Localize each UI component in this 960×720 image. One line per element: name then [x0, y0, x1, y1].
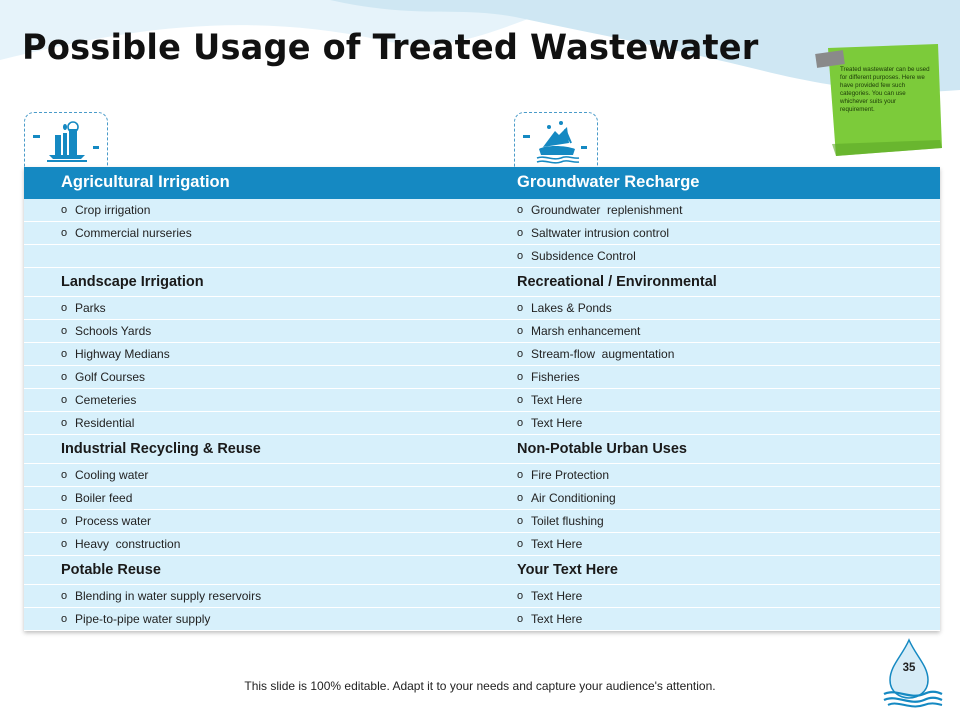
- left-cell: [61, 608, 210, 630]
- bullet-icon: o: [517, 515, 524, 527]
- left-cell: [61, 222, 192, 244]
- bullet-icon: o: [517, 204, 524, 216]
- left-cell: [61, 366, 145, 388]
- table-row: [24, 464, 940, 487]
- item-label: Fisheries: [531, 370, 580, 384]
- bullet-icon: o: [61, 492, 68, 504]
- header-agricultural-irrigation: Agricultural Irrigation: [61, 173, 230, 191]
- item-label: Fire Protection: [531, 468, 610, 482]
- right-cell: [517, 268, 717, 296]
- item-label: Lakes & Ponds: [531, 301, 612, 315]
- right-cell: [517, 533, 582, 555]
- item-label: Process water: [75, 514, 152, 528]
- right-cell: [517, 297, 612, 319]
- subheader-label: Industrial Recycling & Reuse: [61, 441, 261, 457]
- table-row: [24, 510, 940, 533]
- table-row: [24, 585, 940, 608]
- item-label: Heavy construction: [75, 537, 181, 551]
- bullet-icon: o: [61, 371, 68, 383]
- table-row: [24, 366, 940, 389]
- right-cell: [517, 608, 582, 630]
- icon-tab-irrigation: [24, 112, 108, 170]
- bullet-icon: o: [517, 325, 524, 337]
- item-label: Saltwater intrusion control: [531, 226, 670, 240]
- item-label: Air Conditioning: [531, 491, 616, 505]
- bullet-icon: o: [517, 348, 524, 360]
- right-cell: [517, 585, 582, 607]
- table-row: [24, 608, 940, 631]
- table-row: [24, 343, 940, 366]
- right-cell: [517, 435, 687, 463]
- table-row: [24, 222, 940, 245]
- bullet-icon: o: [61, 348, 68, 360]
- left-cell: [61, 510, 151, 532]
- left-cell: [61, 435, 261, 463]
- item-label: Schools Yards: [75, 324, 152, 338]
- page-title: Possible Usage of Treated Wastewater: [22, 28, 759, 68]
- item-label: Pipe-to-pipe water supply: [75, 612, 211, 626]
- right-cell: [517, 556, 618, 584]
- bullet-icon: o: [61, 227, 68, 239]
- bullet-icon: o: [517, 538, 524, 550]
- item-label: Boiler feed: [75, 491, 133, 505]
- bullet-icon: o: [517, 250, 524, 262]
- subheader-label: Your Text Here: [517, 562, 618, 578]
- bullet-icon: o: [61, 417, 68, 429]
- bullet-icon: o: [61, 302, 68, 314]
- footer-note: This slide is 100% editable. Adapt it to your needs and capture your audience's attention.: [244, 679, 716, 693]
- left-cell: [61, 585, 261, 607]
- irrigation-icon: [25, 113, 109, 171]
- item-label: Toilet flushing: [531, 514, 604, 528]
- item-label: Cooling water: [75, 468, 149, 482]
- icon-tab-groundwater: [514, 112, 598, 170]
- subheader-label: Non-Potable Urban Uses: [517, 441, 687, 457]
- left-cell: [61, 199, 150, 221]
- item-label: Groundwater replenishment: [531, 203, 683, 217]
- item-label: Cemeteries: [75, 393, 137, 407]
- subheader-label: Landscape Irrigation: [61, 274, 204, 290]
- bullet-icon: o: [517, 492, 524, 504]
- right-cell: [517, 510, 604, 532]
- item-label: Text Here: [531, 416, 583, 430]
- bullet-icon: o: [61, 394, 68, 406]
- bullet-icon: o: [61, 613, 68, 625]
- bullet-icon: o: [61, 515, 68, 527]
- bullet-icon: o: [517, 371, 524, 383]
- table-row: [24, 389, 940, 412]
- groundwater-icon: [515, 113, 599, 171]
- item-label: Stream-flow augmentation: [531, 347, 675, 361]
- bullet-icon: o: [517, 227, 524, 239]
- header-groundwater-recharge: Groundwater Recharge: [517, 173, 700, 191]
- subheader-label: Potable Reuse: [61, 562, 161, 578]
- right-cell: [517, 320, 640, 342]
- right-cell: [517, 245, 636, 267]
- page-number: 35: [902, 662, 916, 674]
- item-label: Parks: [75, 301, 106, 315]
- section-subheader-row: [24, 556, 940, 585]
- left-cell: [61, 464, 148, 486]
- table-header: [24, 167, 940, 199]
- right-cell: [517, 487, 616, 509]
- right-cell: [517, 222, 669, 244]
- bullet-icon: o: [517, 590, 524, 602]
- bullet-icon: o: [517, 394, 524, 406]
- bullet-icon: o: [61, 325, 68, 337]
- usage-table: [24, 167, 940, 631]
- item-label: Subsidence Control: [531, 249, 636, 263]
- left-cell: [61, 412, 134, 434]
- item-label: Crop irrigation: [75, 203, 151, 217]
- bullet-icon: o: [517, 469, 524, 481]
- right-cell: [517, 389, 582, 411]
- table-row: [24, 533, 940, 556]
- bullet-icon: o: [517, 417, 524, 429]
- table-row: [24, 297, 940, 320]
- item-label: Text Here: [531, 589, 583, 603]
- item-label: Marsh enhancement: [531, 324, 641, 338]
- item-label: Text Here: [531, 537, 583, 551]
- background-wave: [0, 0, 960, 140]
- item-label: Blending in water supply reservoirs: [75, 589, 262, 603]
- table-row: [24, 412, 940, 435]
- item-label: Text Here: [531, 393, 583, 407]
- item-label: Text Here: [531, 612, 583, 626]
- table-row: [24, 245, 940, 268]
- bullet-icon: o: [517, 302, 524, 314]
- left-cell: [61, 320, 151, 342]
- section-subheader-row: [24, 268, 940, 297]
- bullet-icon: o: [61, 538, 68, 550]
- left-cell: [61, 556, 161, 584]
- table-row: [24, 199, 940, 222]
- left-cell: [61, 487, 132, 509]
- right-cell: [517, 366, 580, 388]
- left-cell: [61, 268, 204, 296]
- bullet-icon: o: [61, 590, 68, 602]
- right-cell: [517, 199, 682, 221]
- table-row: [24, 320, 940, 343]
- right-cell: [517, 412, 582, 434]
- left-cell: [61, 533, 180, 555]
- left-cell: [61, 343, 170, 365]
- right-cell: [517, 343, 674, 365]
- table-row: [24, 487, 940, 510]
- right-cell: [517, 464, 609, 486]
- bullet-icon: o: [61, 204, 68, 216]
- sticky-note-text: Treated wastewater can be used for different purposes. Here we have provided few such categories. You can use whichever suits your requirement.: [840, 66, 930, 113]
- bullet-icon: o: [61, 469, 68, 481]
- left-cell: [61, 389, 136, 411]
- item-label: Commercial nurseries: [75, 226, 192, 240]
- subheader-label: Recreational / Environmental: [517, 274, 717, 290]
- item-label: Highway Medians: [75, 347, 170, 361]
- section-subheader-row: [24, 435, 940, 464]
- bullet-icon: o: [517, 613, 524, 625]
- item-label: Golf Courses: [75, 370, 146, 384]
- left-cell: [61, 297, 106, 319]
- item-label: Residential: [75, 416, 135, 430]
